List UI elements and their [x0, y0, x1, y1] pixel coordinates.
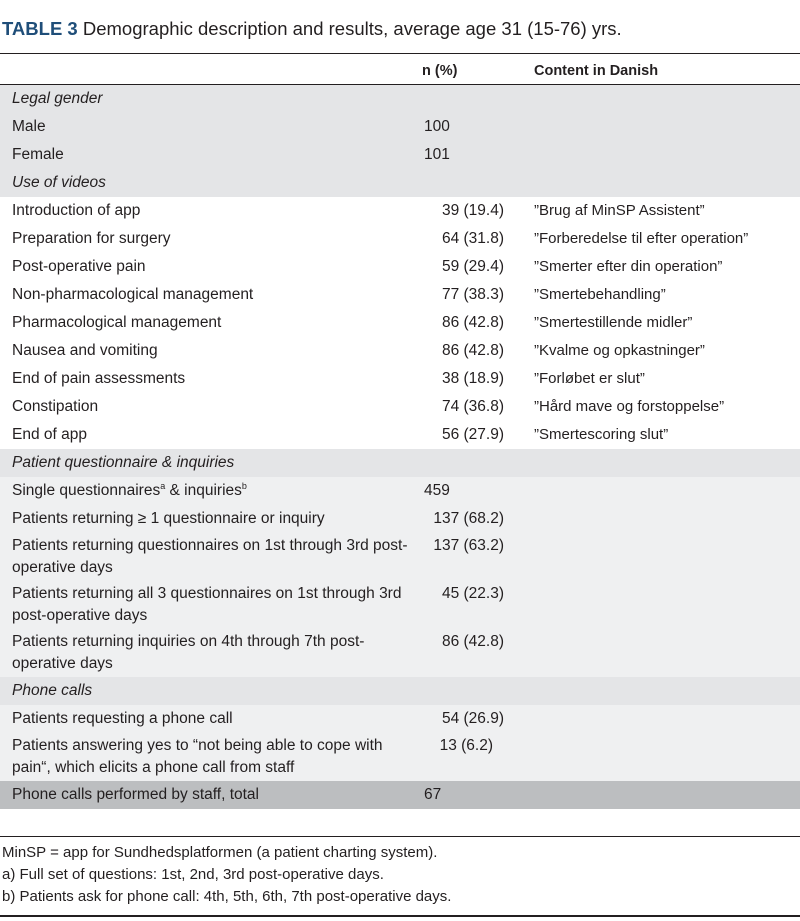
section-label: Patient questionnaire & inquiries: [0, 449, 800, 477]
row-danish: ”Hård mave og forstoppelse”: [534, 393, 800, 421]
row-danish: ”Smerter efter din operation”: [534, 253, 800, 281]
table-row: [0, 197, 800, 225]
row-n: 86 (42.8): [422, 337, 534, 365]
header-n-percent: n (%): [422, 63, 458, 79]
section-heading: [0, 169, 800, 197]
row-danish: ”Forløbet er slut”: [534, 365, 800, 393]
bottom-rule: [0, 836, 800, 837]
table-row-total: [0, 781, 800, 809]
row-danish: [534, 505, 800, 533]
row-n: 101: [422, 141, 534, 169]
row-n: 13 (6.2): [422, 733, 534, 781]
row-n: 59 (29.4): [422, 253, 534, 281]
row-danish: [534, 705, 800, 733]
row-danish: ”Brug af MinSP Assistent”: [534, 197, 800, 225]
row-n: 100: [422, 113, 534, 141]
table-row: [0, 113, 800, 141]
row-danish: [534, 781, 800, 809]
row-n: 77 (38.3): [422, 281, 534, 309]
section-label: Legal gender: [0, 85, 800, 113]
row-label: Phone calls performed by staff, total: [0, 781, 422, 809]
table-row: [0, 533, 800, 581]
row-danish: ”Smertescoring slut”: [534, 421, 800, 449]
table-row: [0, 733, 800, 781]
row-label: Patients requesting a phone call: [0, 705, 422, 733]
row-label: Male: [0, 113, 422, 141]
row-label: End of app: [0, 421, 422, 449]
row-n: 64 (31.8): [422, 225, 534, 253]
header-content-danish: Content in Danish: [534, 63, 659, 79]
row-danish: [534, 533, 800, 581]
row-label: Preparation for surgery: [0, 225, 422, 253]
section-label: Use of videos: [0, 169, 800, 197]
row-danish: ”Smertestillende midler”: [534, 309, 800, 337]
row-danish: [534, 141, 800, 169]
row-label: Pharmacological management: [0, 309, 422, 337]
table-row: [0, 629, 800, 677]
row-label: Non-pharmacological management: [0, 281, 422, 309]
table-row: [0, 225, 800, 253]
row-danish: [534, 581, 800, 629]
row-label: Post-operative pain: [0, 253, 422, 281]
row-label: Patients returning ≥ 1 questionnaire or inquiry: [0, 505, 422, 533]
row-n: 38 (18.9): [422, 365, 534, 393]
row-label: Female: [0, 141, 422, 169]
footnote-abbreviation: MinSP = app for Sundhedsplatformen (a patient charting system).: [2, 844, 438, 861]
row-danish: ”Smertebehandling”: [534, 281, 800, 309]
table-row: [0, 581, 800, 629]
row-n: 459: [422, 477, 534, 505]
section-heading: [0, 677, 800, 705]
row-n: 39 (19.4): [422, 197, 534, 225]
row-n: 86 (42.8): [422, 309, 534, 337]
row-n: 86 (42.8): [422, 629, 534, 677]
row-danish: ”Forberedelse til efter operation”: [534, 225, 800, 253]
row-danish: ”Kvalme og opkastninger”: [534, 337, 800, 365]
section-heading: [0, 85, 800, 113]
table-title: [2, 18, 622, 40]
section-heading: [0, 449, 800, 477]
table-caption: Demographic description and results, average age 31 (15-76) yrs.: [77, 18, 622, 39]
row-danish: [534, 733, 800, 781]
table-row: [0, 281, 800, 309]
table-row: [0, 309, 800, 337]
end-rule: [0, 915, 800, 917]
section-label: Phone calls: [0, 677, 800, 705]
row-n: 137 (63.2): [422, 533, 534, 581]
row-n: 45 (22.3): [422, 581, 534, 629]
row-label: Single questionnaires$^a$ & inquiries$^b$: [0, 477, 422, 505]
footnote-b: b) Patients ask for phone call: 4th, 5th, 6th, 7th post-operative days.: [2, 888, 452, 905]
table-row: [0, 421, 800, 449]
table-row: [0, 365, 800, 393]
row-n: 54 (26.9): [422, 705, 534, 733]
row-danish: [534, 477, 800, 505]
row-label: Patients returning inquiries on 4th through 7th post-operative days: [0, 629, 422, 677]
row-danish: [534, 113, 800, 141]
row-label: End of pain assessments: [0, 365, 422, 393]
row-danish: [534, 629, 800, 677]
row-label: Constipation: [0, 393, 422, 421]
table-number: TABLE 3: [2, 18, 78, 39]
row-label: Patients returning questionnaires on 1st through 3rd post-operative days: [0, 533, 422, 581]
row-n: 56 (27.9): [422, 421, 534, 449]
row-label: Patients returning all 3 questionnaires on 1st through 3rd post-operative days: [0, 581, 422, 629]
table-footnotes: [2, 842, 451, 908]
row-n: 74 (36.8): [422, 393, 534, 421]
footnote-a: a) Full set of questions: 1st, 2nd, 3rd post-operative days.: [2, 866, 384, 883]
table-row: [0, 393, 800, 421]
row-n: 137 (68.2): [422, 505, 534, 533]
table-row: [0, 505, 800, 533]
table-header: [0, 54, 800, 84]
row-label: Patients answering yes to “not being able to cope with pain“, which elicits a phone call from staff: [0, 733, 422, 781]
results-table: [0, 85, 800, 809]
table-row: [0, 253, 800, 281]
table-row: [0, 141, 800, 169]
row-label: Nausea and vomiting: [0, 337, 422, 365]
table-row: [0, 705, 800, 733]
row-label: Introduction of app: [0, 197, 422, 225]
table-row: [0, 477, 800, 505]
row-n: 67: [422, 781, 534, 809]
table-row: [0, 337, 800, 365]
